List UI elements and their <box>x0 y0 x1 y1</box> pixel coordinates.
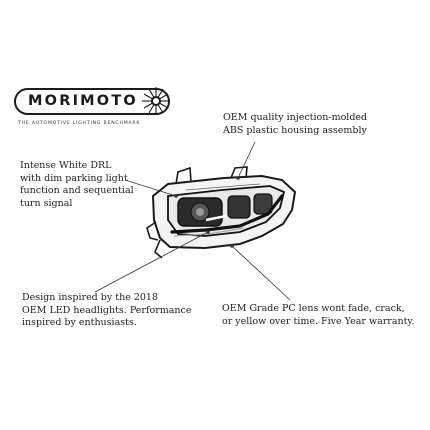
callout-housing: OEM quality injection-molded ABS plastic housing assembly <box>223 112 368 136</box>
led-module <box>228 196 250 218</box>
logo-tagline: THE AUTOMOTIVE LIGHTING BENCHMARK <box>18 121 141 126</box>
callout-lens: OEM Grade PC lens wont fade, crack, or yellow over time. Five Year warranty. <box>222 303 415 327</box>
callout-drl: Intense White DRL with dim parking light function and sequential turn signal <box>20 160 134 209</box>
logo-wordmark: MORIMOTO <box>28 93 138 109</box>
callout-design: Design inspired by the 2018 OEM LED headlights. Performance inspired by enthusiasts. <box>22 292 192 329</box>
